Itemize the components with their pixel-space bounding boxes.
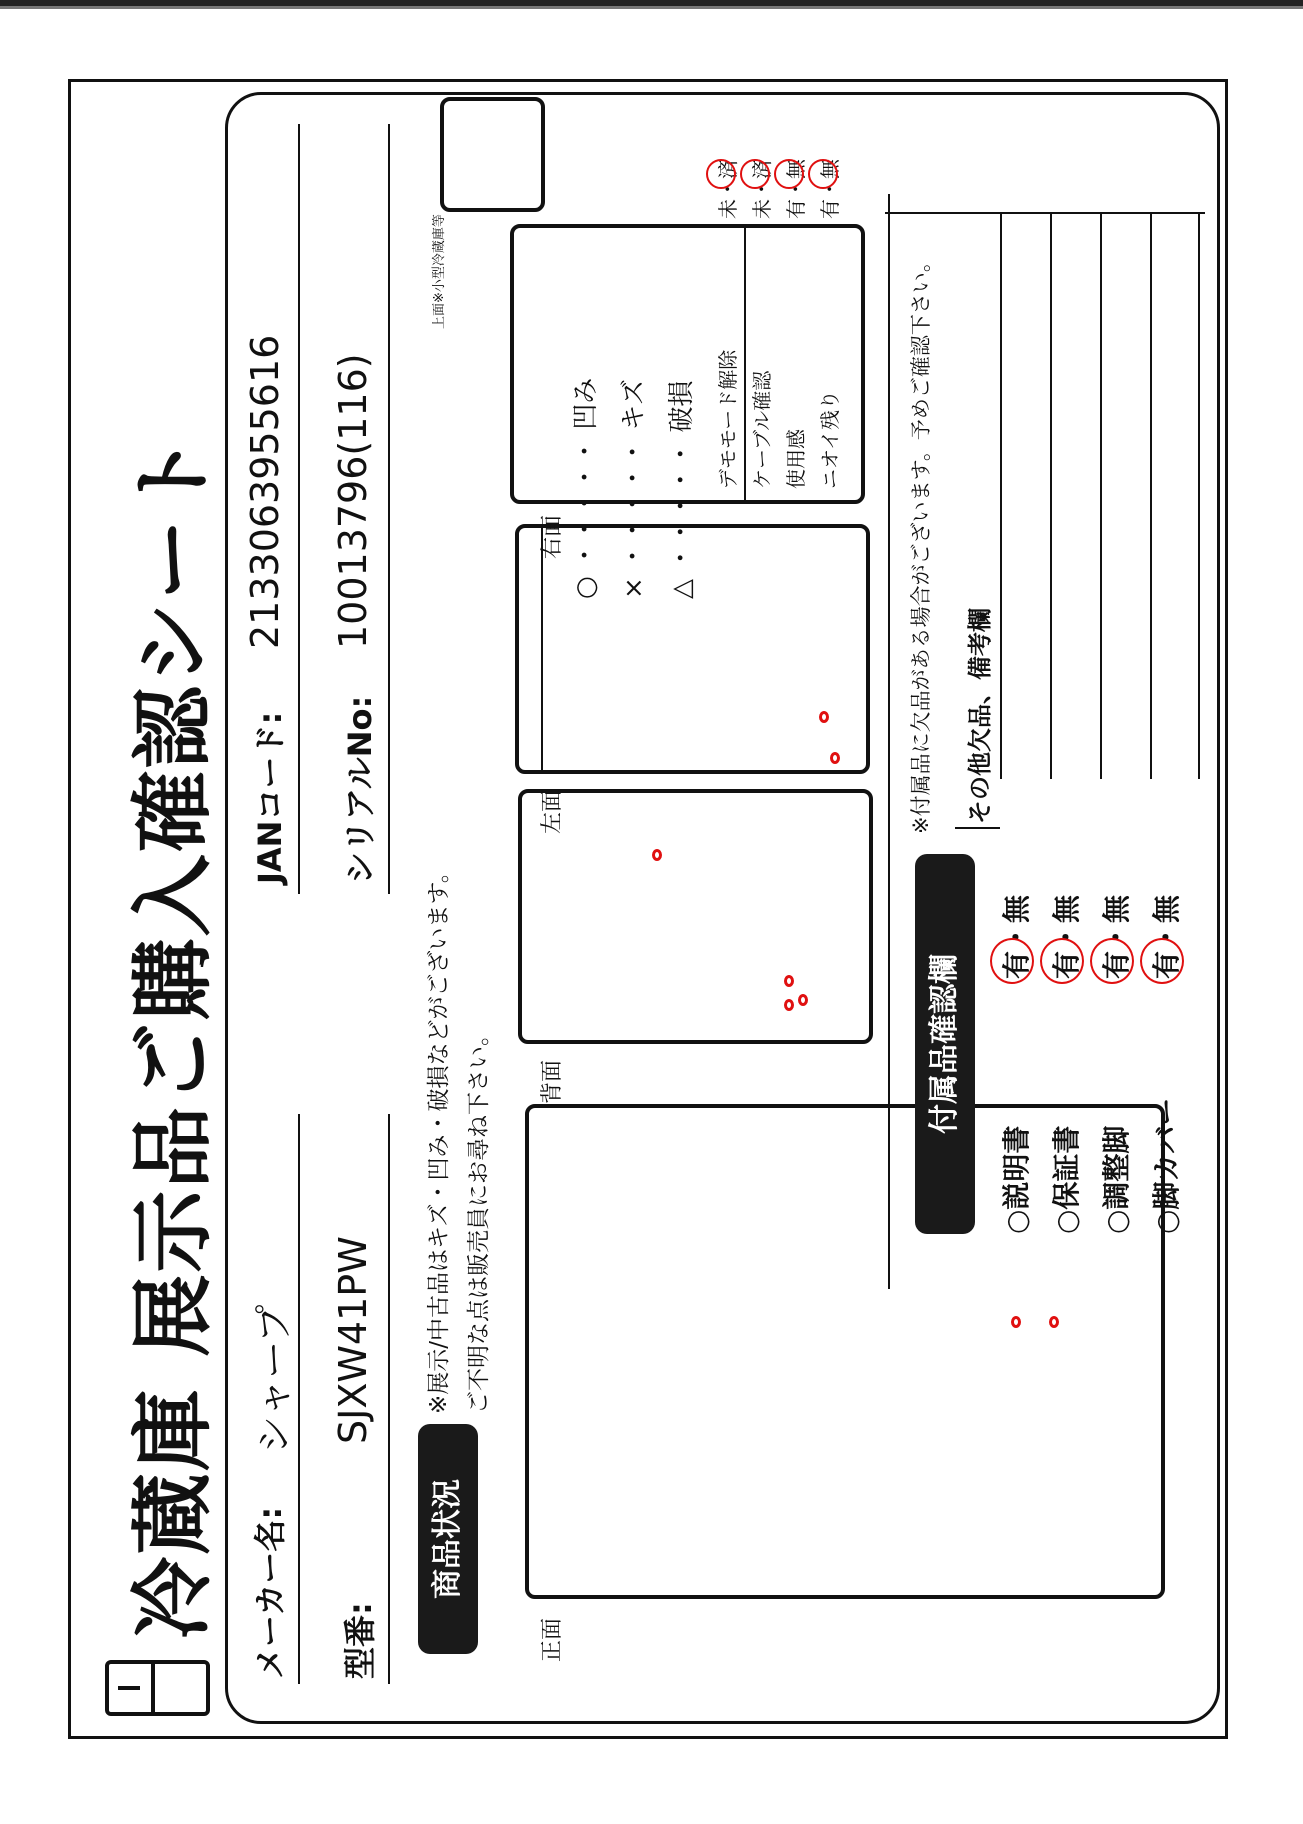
condition-note-1: ※展示/中古品はキズ・凹み・破損などがございます。	[426, 860, 452, 1414]
accessory-label: ○保証書	[1050, 1125, 1083, 1234]
check-label: 使用感	[784, 429, 808, 489]
condition-note-2: ご不明な点は販売員にお尋ね下さい。	[466, 1023, 492, 1414]
accessory-label: ○調整脚	[1100, 1125, 1133, 1234]
accessory-circle-foot-cover	[1140, 938, 1184, 984]
remarks-line-4	[1150, 214, 1152, 779]
view-label-top-text: 上面	[432, 302, 447, 329]
legend-meaning: キズ	[619, 379, 649, 431]
check-row-usage	[780, 159, 809, 489]
legend-symbol: ×	[619, 577, 649, 599]
maker-label: メーカー名:	[251, 1506, 289, 1679]
check-options: 有・無	[784, 159, 808, 219]
accessory-label: ○説明書	[1000, 1125, 1033, 1234]
view-label-top-note: ※小型冷蔵庫等	[432, 214, 447, 303]
check-row-odor	[814, 159, 843, 489]
back-defect-mark	[652, 849, 662, 861]
check-label: ニオイ残り	[818, 390, 842, 489]
legend-symbol: △	[667, 579, 697, 599]
check-label: ケーブル確認	[750, 370, 774, 489]
view-label-right: 右面	[540, 514, 565, 559]
view-label-back: 背面	[540, 1059, 565, 1104]
model-value: SJXW41PW	[331, 1236, 375, 1444]
remarks-heading: その他欠品、備考欄	[966, 608, 994, 824]
check-row-cable	[746, 159, 775, 489]
legend-row-dent	[565, 378, 602, 599]
view-label-top	[428, 214, 447, 329]
legend-dots: ・・・・・	[571, 438, 601, 569]
legend-row-scratch	[613, 379, 650, 599]
remarks-line-1	[1000, 214, 1002, 779]
accessory-options: 有・無	[1050, 894, 1083, 979]
accessory-circle-manual	[990, 938, 1034, 984]
check-options: 未・済	[716, 159, 740, 219]
serial-label: シリアルNo:	[341, 695, 379, 884]
model-underline	[388, 1114, 390, 1684]
legend-dots: ・・・・・	[667, 440, 697, 571]
model-label: 型番:	[341, 1602, 379, 1679]
jan-underline	[298, 124, 300, 894]
condition-heading: 商品状況	[418, 1424, 478, 1654]
remarks-right-border	[885, 212, 1205, 214]
check-circle-odor	[808, 159, 838, 189]
legend-meaning: 凹み	[571, 377, 601, 430]
fridge-handle-icon	[118, 1686, 140, 1690]
left-defect-mark	[819, 711, 829, 723]
accessory-label: ○脚カバー	[1150, 1097, 1183, 1234]
legend-symbol: ○	[571, 576, 601, 599]
accessory-options: 有・無	[1150, 894, 1183, 979]
view-label-left: 左面	[540, 789, 565, 834]
left-defect-mark	[830, 752, 840, 764]
serial-value: 10013796(116)	[331, 353, 375, 649]
back-view-box	[518, 789, 873, 1044]
serial-underline	[388, 124, 390, 894]
remarks-note: ※付属品に欠品がある場合がございます。予めご確認下さい。	[909, 251, 933, 834]
check-circle-cable	[740, 159, 770, 189]
back-defect-mark	[784, 999, 794, 1011]
sheet-title: 冷蔵庫 展示品ご購入確認シート	[126, 432, 221, 1639]
legend-row-damage	[661, 380, 698, 599]
accessory-options: 有・無	[1000, 894, 1033, 979]
legend-meaning: 破損	[667, 380, 697, 433]
back-defect-mark	[784, 975, 794, 987]
accessory-circle-warranty	[1040, 938, 1084, 984]
remarks-line-3	[1100, 214, 1102, 779]
front-defect-mark	[1011, 1316, 1021, 1328]
left-view-shelf	[541, 528, 543, 770]
maker-value: シャープ	[252, 1304, 296, 1454]
check-label: デモモード解除	[716, 349, 740, 489]
remarks-bracket	[955, 827, 1000, 829]
accessories-heading: 付属品確認欄	[915, 854, 975, 1234]
check-circle-demo	[706, 159, 736, 189]
maker-underline	[298, 1114, 300, 1684]
view-label-front: 正面	[540, 1617, 565, 1662]
back-defect-mark	[798, 994, 808, 1006]
legend-dots: ・・・・・	[619, 438, 649, 569]
front-defect-mark	[1049, 1316, 1059, 1328]
top-view-box	[440, 97, 545, 212]
check-circle-usage	[774, 159, 804, 189]
remarks-line-5	[1198, 214, 1200, 779]
check-row-demo	[712, 159, 741, 489]
accessory-options: 有・無	[1100, 894, 1133, 979]
jan-value: 2133063955616	[243, 334, 287, 649]
jan-label: JANコード:	[251, 711, 289, 884]
check-options: 未・済	[750, 159, 774, 219]
section-divider	[888, 194, 890, 1289]
remarks-line-2	[1050, 214, 1052, 779]
check-options: 有・無	[818, 159, 842, 219]
accessory-circle-feet	[1090, 938, 1134, 984]
